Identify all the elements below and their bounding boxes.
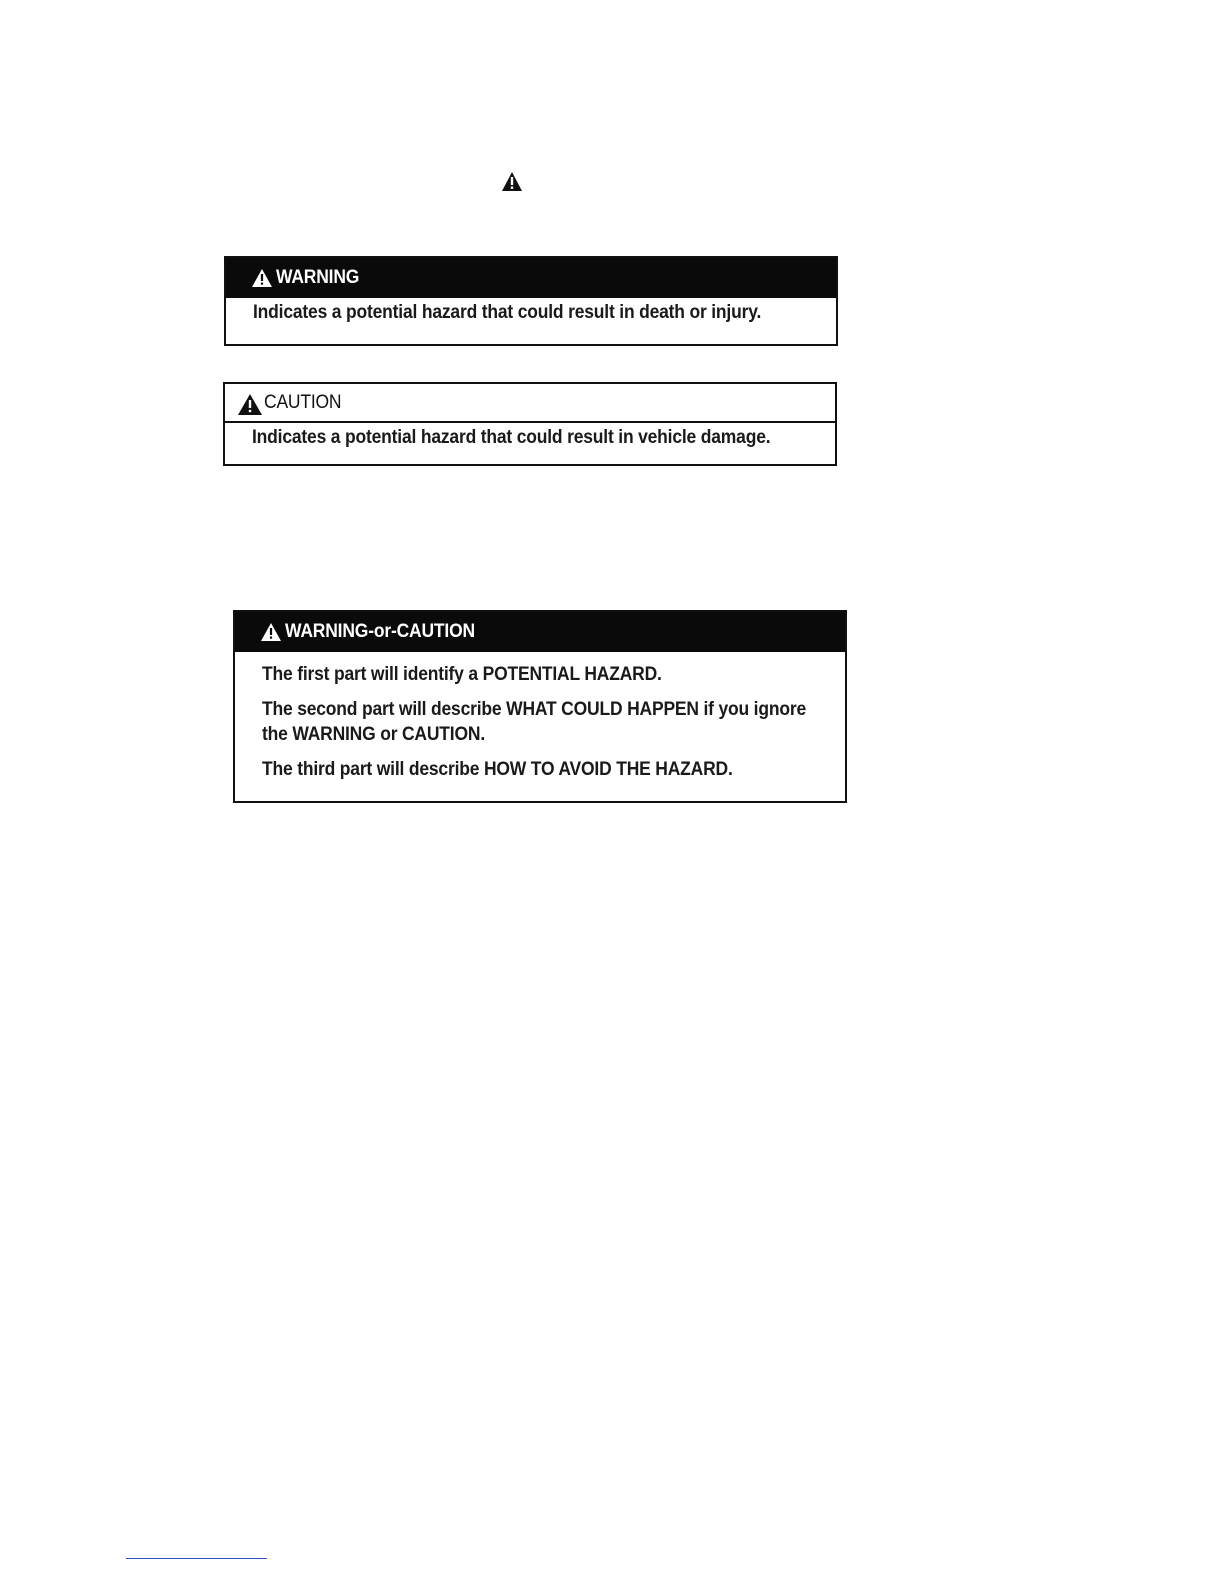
- warning-notice-header: [226, 258, 836, 298]
- footnote-separator: [126, 1558, 267, 1559]
- caution-notice-body: [225, 423, 835, 449]
- caution-description: Indicates a potential hazard that could result in vehicle damage.: [252, 427, 771, 448]
- format-line-consequence: The second part will describe WHAT COULD HAPPEN if you ignore: [262, 699, 806, 720]
- warning-triangle-icon: [502, 172, 522, 191]
- warning-notice-box: [224, 256, 838, 346]
- format-box-heading: WARNING-or-CAUTION: [285, 621, 475, 642]
- warning-heading: WARNING: [276, 267, 360, 288]
- format-line-avoidance: The third part will describe HOW TO AVOID THE HAZARD.: [262, 759, 733, 780]
- format-line-consequence-cont: the WARNING or CAUTION.: [262, 724, 486, 745]
- warning-triangle-icon: [252, 269, 272, 287]
- format-box-body: [235, 652, 845, 782]
- caution-heading: CAUTION: [264, 391, 342, 413]
- warning-or-caution-format-box: [233, 610, 847, 803]
- warning-triangle-icon: [238, 394, 262, 415]
- warning-notice-body: [226, 298, 836, 324]
- caution-notice-box: [223, 382, 837, 466]
- warning-description: Indicates a potential hazard that could result in death or injury.: [253, 302, 762, 323]
- format-box-header: [235, 612, 845, 652]
- warning-triangle-icon: [261, 623, 281, 641]
- caution-notice-header: [225, 384, 835, 423]
- format-line-hazard: The first part will identify a POTENTIAL HAZARD.: [262, 664, 662, 685]
